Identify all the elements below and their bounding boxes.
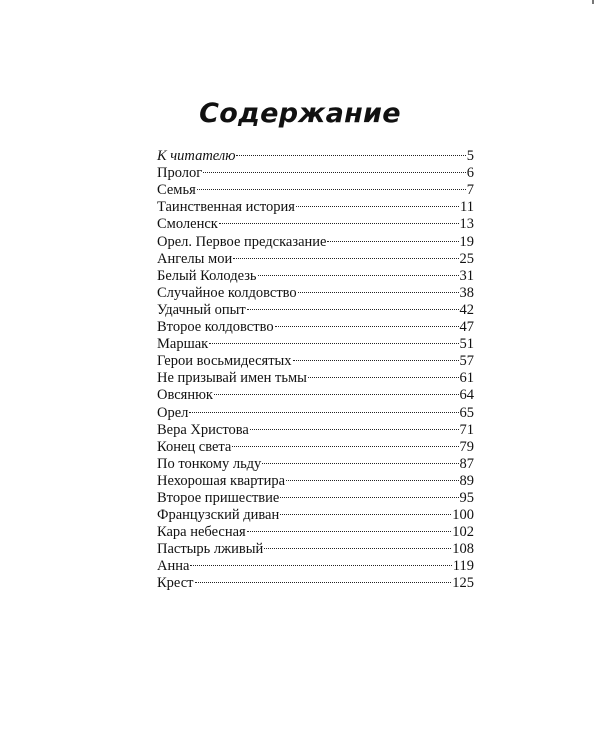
toc-entry-title: Не призывай имен тьмы — [157, 370, 307, 387]
toc-entry-title: Орел. Первое предсказание — [157, 233, 327, 250]
dot-leader — [327, 228, 458, 245]
toc-entry-page-number: 7 — [466, 182, 474, 199]
toc-entry-title: Семья — [157, 182, 196, 199]
dot-leader — [219, 211, 459, 228]
dot-leader — [203, 160, 466, 177]
table-of-contents — [157, 143, 474, 592]
toc-entry-page-number: 19 — [459, 233, 474, 250]
dot-leader — [264, 536, 451, 553]
dot-leader — [247, 519, 452, 536]
toc-entry-page-number: 47 — [459, 319, 474, 336]
dot-leader — [262, 451, 458, 468]
toc-entry-title: Французский диван — [157, 507, 280, 524]
toc-entry-page-number: 11 — [460, 199, 474, 216]
dot-leader — [280, 485, 458, 502]
toc-entry-page-number: 79 — [459, 438, 474, 455]
dot-leader — [308, 365, 459, 382]
toc-entry-page-number: 42 — [459, 301, 474, 318]
toc-entry-title: Второе колдовство — [157, 319, 274, 336]
toc-entry-page-number: 71 — [459, 421, 474, 438]
toc-entry-title: Крест — [157, 575, 194, 592]
dot-leader — [214, 382, 459, 399]
toc-entry — [157, 417, 474, 438]
dot-leader — [247, 297, 459, 314]
toc-entry-page-number: 31 — [459, 267, 474, 284]
dot-leader — [190, 553, 451, 570]
toc-entry-title: Кара небесная — [157, 524, 246, 541]
toc-entry-title: Второе пришествие — [157, 489, 280, 506]
toc-entry-page-number: 100 — [452, 507, 474, 524]
toc-entry-page-number: 108 — [452, 541, 474, 558]
toc-entry-page-number: 25 — [459, 250, 474, 267]
toc-entry-page-number: 61 — [459, 370, 474, 387]
toc-entry-page-number: 119 — [452, 558, 474, 575]
dot-leader — [236, 143, 465, 160]
toc-entry-title: Удачный опыт — [157, 301, 246, 318]
toc-entry-title: Пролог — [157, 165, 203, 182]
toc-entry-title: Герои восьмидесятых — [157, 353, 292, 370]
dot-leader — [298, 280, 459, 297]
toc-entry-title: Смоленск — [157, 216, 218, 233]
toc-entry-page-number: 65 — [459, 404, 474, 421]
dot-leader — [250, 417, 459, 434]
dot-leader — [258, 263, 459, 280]
dot-leader — [280, 502, 451, 519]
dot-leader — [275, 314, 459, 331]
dot-leader — [233, 246, 458, 263]
dot-leader — [296, 194, 459, 211]
toc-entry-page-number: 64 — [459, 387, 474, 404]
toc-entry-title: Ангелы мои — [157, 250, 233, 267]
toc-entry-page-number: 6 — [466, 165, 474, 182]
page-corner-mark — [592, 0, 594, 4]
toc-entry-page-number: 89 — [459, 472, 474, 489]
toc-entry-page-number: 102 — [452, 524, 474, 541]
toc-entry-title: Пастырь лживый — [157, 541, 264, 558]
page-title: Содержание — [199, 98, 401, 129]
toc-entry-title: Вера Христова — [157, 421, 249, 438]
toc-entry-page-number: 51 — [459, 336, 474, 353]
dot-leader — [286, 468, 458, 485]
toc-entry-page-number: 38 — [459, 284, 474, 301]
toc-entry-title: Маршак — [157, 336, 209, 353]
toc-entry-page-number: 13 — [459, 216, 474, 233]
toc-entry — [157, 553, 474, 575]
dot-leader — [195, 570, 452, 587]
dot-leader — [209, 331, 458, 348]
dot-leader — [189, 399, 458, 416]
toc-entry — [157, 177, 474, 199]
toc-entry — [157, 194, 474, 216]
toc-entry-title: По тонкому льду — [157, 455, 262, 472]
toc-entry-title: Нехорошая квартира — [157, 472, 286, 489]
dot-leader — [293, 348, 459, 365]
dot-leader — [197, 177, 466, 194]
toc-entry — [157, 570, 474, 592]
toc-entry-page-number: 125 — [452, 575, 474, 592]
toc-entry-title: Случайное колдовство — [157, 284, 297, 301]
toc-entry-title: Орел — [157, 404, 189, 421]
toc-entry-page-number: 57 — [459, 353, 474, 370]
toc-entry-title: Белый Колодезь — [157, 267, 257, 284]
toc-entry — [157, 160, 474, 182]
toc-entry — [157, 143, 474, 165]
toc-entry-page-number: 5 — [466, 148, 474, 165]
toc-entry-title: Овсянюк — [157, 387, 213, 404]
toc-entry-title: Таинственная история — [157, 199, 295, 216]
dot-leader — [232, 434, 458, 451]
toc-entry-page-number: 95 — [459, 489, 474, 506]
toc-entry-page-number: 87 — [459, 455, 474, 472]
toc-entry-title: Конец света — [157, 438, 232, 455]
toc-entry-title: К читателю — [157, 148, 236, 165]
toc-entry — [157, 399, 474, 421]
toc-entry-title: Анна — [157, 558, 190, 575]
